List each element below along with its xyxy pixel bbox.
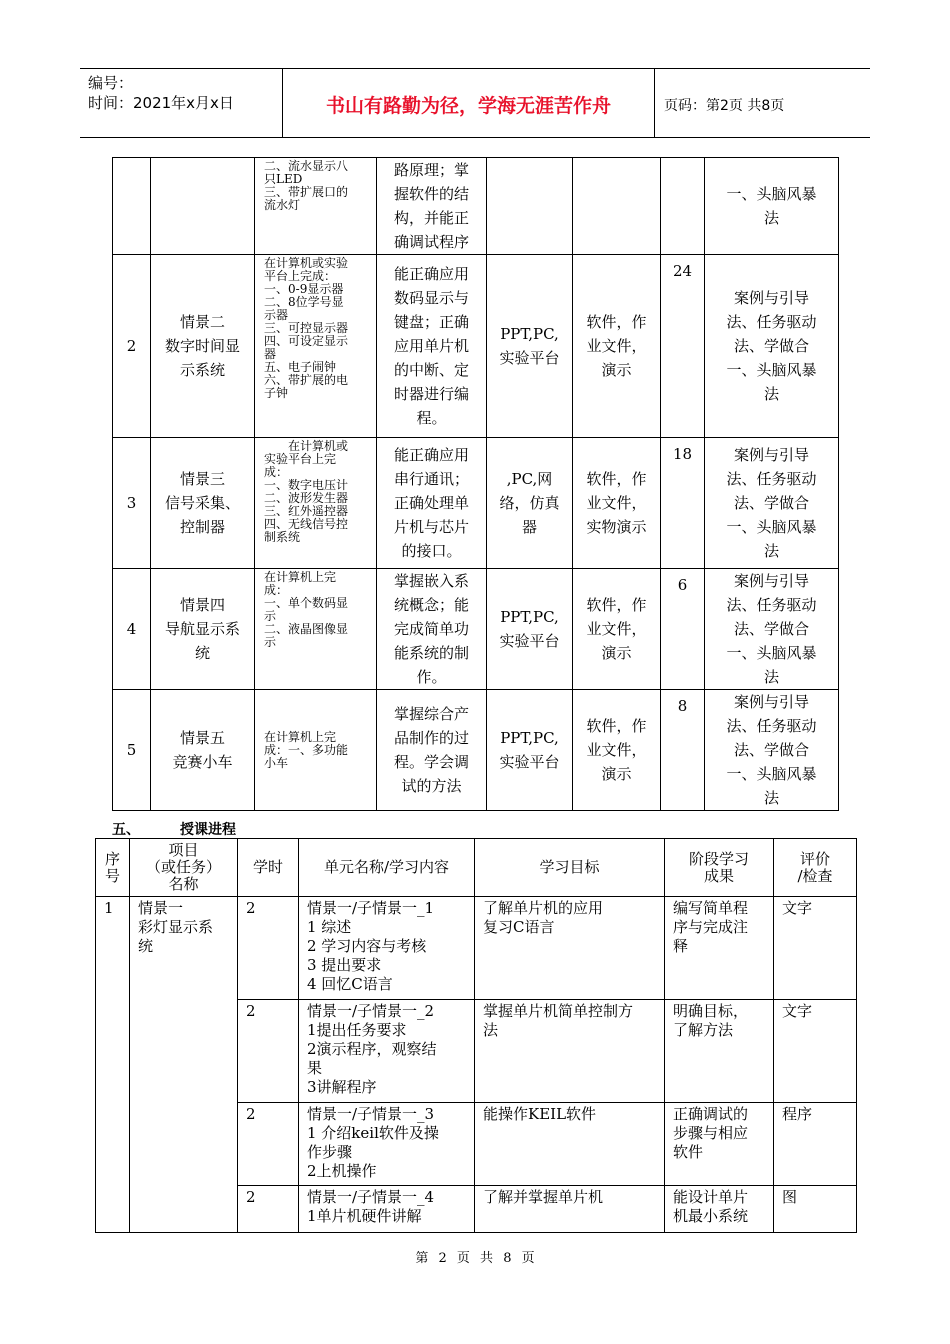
text-line: 键盘；正确 <box>393 313 469 331</box>
text-line: （或任务） <box>145 858 221 876</box>
text-line: 二、波形发生器 <box>264 491 349 505</box>
session-outcome <box>665 897 774 1000</box>
section-title: 授课进程 <box>180 822 236 838</box>
text-line: 路原理；掌 <box>393 161 469 179</box>
row-number: 5 <box>113 690 151 811</box>
teaching-media <box>487 569 573 690</box>
situation-row <box>113 158 839 255</box>
text-line: 一、单个数码显 <box>264 596 349 610</box>
learning-goal <box>377 569 487 690</box>
text-line: 应用单片机 <box>393 337 469 355</box>
text-line: 品制作的过 <box>393 729 469 747</box>
text-line: 果 <box>307 1059 323 1077</box>
header-divider <box>654 69 655 137</box>
text-line: 法、学做合 <box>733 494 809 512</box>
header-motto: 书山有路勤为径，学海无涯苦作舟 <box>325 95 611 117</box>
text-line: 三、可控显示器 <box>264 321 349 335</box>
unit-content <box>299 1103 475 1186</box>
text-line: 1 综述 <box>307 918 352 936</box>
text-line: 数字时间显 <box>164 337 240 355</box>
text-line: 编写简单程 <box>673 899 749 917</box>
text-line: 成： <box>264 465 289 479</box>
session-hours: 2 <box>238 1103 299 1186</box>
text-line: 实验平台上完 <box>264 452 337 466</box>
text-line: 1 介绍keil软件及操 <box>307 1124 439 1142</box>
text-line: 成果 <box>703 866 734 885</box>
text-line: 的中断、定 <box>393 361 469 379</box>
text-line: 统 <box>194 644 210 662</box>
text-line: 实验平台 <box>499 632 560 650</box>
text-line: ,PC,网 <box>506 470 553 488</box>
text-line: 正确调试的 <box>673 1105 749 1123</box>
header-row <box>96 839 857 897</box>
text-line: 程。学会调 <box>393 753 469 771</box>
learning-content <box>255 569 377 690</box>
text-line: 演示 <box>601 361 632 379</box>
situation-row <box>113 569 839 690</box>
text-line: 三、带扩展口的 <box>264 185 349 199</box>
text-line: 法、学做合 <box>733 741 809 759</box>
text-line: 络，仿真 <box>499 494 560 512</box>
text-line: 完成简单功 <box>393 620 469 638</box>
text-line: 阶段学习 <box>688 849 749 868</box>
hours: 24 <box>661 255 705 438</box>
unit-content <box>299 1186 475 1233</box>
project-number: 1 <box>96 897 130 1233</box>
text-line: 流水灯 <box>264 198 301 212</box>
teaching-media <box>487 158 573 255</box>
text-line: 法、任务驱动 <box>726 717 817 735</box>
text-line: 了解方法 <box>673 1021 734 1039</box>
text-line: 步骤与相应 <box>673 1124 749 1142</box>
text-line: 子钟 <box>264 386 289 400</box>
text-line: 情景五 <box>179 729 225 747</box>
text-line: 正确处理单 <box>393 494 469 512</box>
text-line: 成： <box>264 583 289 597</box>
text-line: 业文件， <box>586 741 647 759</box>
text-line: 业文件， <box>586 620 647 638</box>
text-line: 信号采集、 <box>164 494 240 512</box>
session-outcome <box>665 1000 774 1103</box>
text-line: 情景一/子情景一_1 <box>307 899 435 917</box>
text-line: 法、学做合 <box>733 337 809 355</box>
text-line: 四、可设定显示 <box>264 334 349 348</box>
text-line: 示系统 <box>179 361 225 379</box>
text-line: 在计算机上完 <box>264 729 337 744</box>
situation-table <box>112 157 839 811</box>
text-line: 导航显示系 <box>164 620 240 638</box>
learning-goal <box>377 158 487 255</box>
hours: 18 <box>661 438 705 569</box>
text-line: 明确目标， <box>673 1002 749 1020</box>
text-line: 案例与引导 <box>733 289 809 307</box>
text-line: 成：一、多功能 <box>264 742 349 757</box>
page-number-label: 页码：第2页 共8页 <box>664 98 785 114</box>
learning-goal <box>377 438 487 569</box>
unit-content <box>299 1000 475 1103</box>
text-line: 法、学做合 <box>733 620 809 638</box>
text-line: 3讲解程序 <box>307 1078 377 1096</box>
teaching-media <box>487 438 573 569</box>
text-line: 握软件的结 <box>393 185 469 203</box>
text-line: 法、任务驱动 <box>726 470 817 488</box>
deliverables <box>573 255 661 438</box>
session-eval: 文字 <box>774 897 857 1000</box>
col-eval <box>774 839 857 897</box>
text-line: 2上机操作 <box>307 1162 377 1180</box>
teaching-method <box>705 158 839 255</box>
row-number: 2 <box>113 255 151 438</box>
learning-goal <box>377 690 487 811</box>
deliverables <box>573 158 661 255</box>
text-line: 五、电子闹钟 <box>264 360 337 374</box>
teaching-method <box>705 255 839 438</box>
text-line: 能操作KEIL软件 <box>483 1105 597 1123</box>
text-line: 统概念；能 <box>393 596 469 614</box>
teaching-method <box>705 569 839 690</box>
text-line: 业文件， <box>586 337 647 355</box>
text-line: 软件，作 <box>586 470 647 488</box>
scene-name <box>151 255 255 438</box>
page-footer: 第 2 页 共 8 页 <box>415 1251 535 1266</box>
learning-content <box>255 255 377 438</box>
text-line: PPT,PC, <box>500 729 559 747</box>
learning-content <box>255 438 377 569</box>
text-line: 序与完成注 <box>673 918 749 936</box>
text-line: 序 <box>104 849 120 868</box>
session-goal <box>475 1186 665 1233</box>
text-line: 软件，作 <box>586 313 647 331</box>
text-line: 法、任务驱动 <box>726 313 817 331</box>
text-line: 一、头脑风暴 <box>726 644 817 662</box>
col-project <box>130 839 238 897</box>
text-line: 情景一/子情景一_4 <box>307 1188 435 1206</box>
session-goal <box>475 1103 665 1186</box>
col-hours: 学时 <box>238 839 299 897</box>
text-line: 平台上完成： <box>264 269 337 283</box>
scene-name <box>151 438 255 569</box>
text-line: 程。 <box>416 409 447 427</box>
text-line: 软件，作 <box>586 596 647 614</box>
text-line: 3 提出要求 <box>307 956 382 974</box>
scene-name <box>151 158 255 255</box>
session-eval: 图 <box>774 1186 857 1233</box>
text-line: 法 <box>763 668 779 686</box>
text-line: 评价 <box>799 849 830 868</box>
text-line: 在计算机上完 <box>264 570 337 584</box>
text-line: 串行通讯； <box>393 470 469 488</box>
text-line: 案例与引导 <box>733 693 809 711</box>
text-line: 能系统的制 <box>393 644 469 662</box>
text-line: 二、8位学号显 <box>264 295 344 309</box>
text-line: 释 <box>673 937 689 955</box>
col-seq <box>96 839 130 897</box>
text-line: 1提出任务要求 <box>307 1021 407 1039</box>
text-line: 的接口。 <box>401 542 462 560</box>
text-line: 在计算机或实验 <box>264 256 349 270</box>
text-line: 法、任务驱动 <box>726 596 817 614</box>
text-line: 实物演示 <box>586 518 647 536</box>
text-line: 一、头脑风暴 <box>726 765 817 783</box>
situation-row <box>113 438 839 569</box>
session-eval: 程序 <box>774 1103 857 1186</box>
text-line: 软件，作 <box>586 717 647 735</box>
session-goal <box>475 897 665 1000</box>
table-row <box>96 897 857 1000</box>
session-hours: 2 <box>238 1000 299 1103</box>
text-line: PPT,PC, <box>500 325 559 343</box>
text-line: 数码显示与 <box>393 289 469 307</box>
learning-content <box>255 158 377 255</box>
text-line: 2演示程序，观察结 <box>307 1040 437 1058</box>
text-line: 法 <box>763 542 779 560</box>
time-label: 时间：2021年x月x日 <box>88 94 234 112</box>
text-line: 业文件， <box>586 494 647 512</box>
text-line: 只LED <box>264 172 303 186</box>
text-line: 控制器 <box>179 518 225 536</box>
row-number: 4 <box>113 569 151 690</box>
text-line: 掌握单片机简单控制方 <box>483 1002 634 1020</box>
text-line: 法 <box>483 1021 499 1039</box>
text-line: 小车 <box>264 755 289 770</box>
text-line: 二、液晶图像显 <box>264 622 349 636</box>
text-line: 情景二 <box>179 313 225 331</box>
text-line: 实验平台 <box>499 753 560 771</box>
text-line: 情景一/子情景一_3 <box>307 1105 435 1123</box>
text-line: 案例与引导 <box>733 572 809 590</box>
text-line: 器 <box>521 518 537 536</box>
text-line: 四、无线信号控 <box>264 517 349 531</box>
text-line: 掌握综合产 <box>393 705 469 723</box>
learning-goal <box>377 255 487 438</box>
text-line: 情景一/子情景一_2 <box>307 1002 435 1020</box>
project-name <box>130 897 238 1233</box>
text-line: 一、0-9显示器 <box>264 282 344 296</box>
number-label: 编号： <box>88 74 134 92</box>
text-line: 六、带扩展的电 <box>264 373 349 387</box>
session-eval: 文字 <box>774 1000 857 1103</box>
text-line: 在计算机或 <box>288 439 349 453</box>
scene-name <box>151 569 255 690</box>
text-line: 确调试程序 <box>393 233 469 251</box>
learning-content <box>255 690 377 811</box>
text-line: 实验平台 <box>499 349 560 367</box>
hours: 8 <box>661 690 705 811</box>
text-line: 名称 <box>168 875 199 893</box>
text-line: 4 回忆C语言 <box>307 975 393 993</box>
text-line: 能正确应用 <box>393 446 469 464</box>
text-line: 器 <box>264 347 277 361</box>
text-line: 时器进行编 <box>393 385 469 403</box>
text-line: 一、数字电压计 <box>264 478 349 492</box>
deliverables <box>573 690 661 811</box>
teaching-method <box>705 438 839 569</box>
text-line: 示 <box>264 609 277 623</box>
text-line: 2 学习内容与考核 <box>307 937 427 955</box>
text-line: 情景四 <box>179 596 225 614</box>
text-line: 二、流水显示八 <box>264 159 349 173</box>
text-line: 一、头脑风暴 <box>726 361 817 379</box>
session-outcome <box>665 1103 774 1186</box>
text-line: 1单片机硬件讲解 <box>307 1207 422 1225</box>
teaching-method <box>705 690 839 811</box>
text-line: 一、头脑风暴 <box>726 185 817 203</box>
text-line: 演示 <box>601 765 632 783</box>
text-line: 机最小系统 <box>673 1207 749 1225</box>
scene-name <box>151 690 255 811</box>
teaching-media <box>487 255 573 438</box>
section-number: 五、 <box>112 822 140 838</box>
text-line: 三、红外遥控器 <box>264 504 349 518</box>
unit-content <box>299 897 475 1000</box>
text-line: 法 <box>763 209 779 227</box>
situation-row <box>113 690 839 811</box>
text-line: 项目 <box>168 841 199 859</box>
text-line: 能正确应用 <box>393 265 469 283</box>
text-line: 示 <box>264 635 277 649</box>
header-left <box>88 73 278 113</box>
row-number: 3 <box>113 438 151 569</box>
schedule-table <box>95 838 857 1233</box>
text-line: 制系统 <box>264 530 301 544</box>
situation-row <box>113 255 839 438</box>
hours: 6 <box>661 569 705 690</box>
text-line: 片机与芯片 <box>393 518 469 536</box>
text-line: 统 <box>138 937 154 955</box>
text-line: /检查 <box>797 866 833 885</box>
text-line: 法 <box>763 789 779 807</box>
text-line: 案例与引导 <box>733 446 809 464</box>
session-hours: 2 <box>238 1186 299 1233</box>
text-line: 彩灯显示系 <box>138 918 214 936</box>
session-outcome <box>665 1186 774 1233</box>
text-line: 了解单片机的应用 <box>483 899 604 917</box>
text-line: 构，并能正 <box>393 209 469 227</box>
text-line: 竞赛小车 <box>172 753 233 771</box>
text-line: 了解并掌握单片机 <box>483 1188 604 1206</box>
col-outcome <box>665 839 774 897</box>
text-line: 作步骤 <box>307 1143 353 1161</box>
text-line: 复习C语言 <box>483 918 555 936</box>
col-unit: 单元名称/学习内容 <box>299 839 475 897</box>
text-line: 一、头脑风暴 <box>726 518 817 536</box>
text-line: 号 <box>104 866 120 885</box>
teaching-media <box>487 690 573 811</box>
text-line: 能设计单片 <box>673 1188 749 1206</box>
session-goal <box>475 1000 665 1103</box>
deliverables <box>573 438 661 569</box>
deliverables <box>573 569 661 690</box>
text-line: 情景一 <box>138 899 184 917</box>
row-number <box>113 158 151 255</box>
text-line: PPT,PC, <box>500 608 559 626</box>
page-header <box>80 68 870 138</box>
text-line: 示器 <box>264 308 289 322</box>
col-goal: 学习目标 <box>475 839 665 897</box>
text-line: 试的方法 <box>401 777 462 795</box>
text-line: 法 <box>763 385 779 403</box>
text-line: 演示 <box>601 644 632 662</box>
hours <box>661 158 705 255</box>
text-line: 软件 <box>673 1143 704 1161</box>
text-line: 情景三 <box>179 470 225 488</box>
session-hours: 2 <box>238 897 299 1000</box>
text-line: 作。 <box>416 668 447 686</box>
text-line: 掌握嵌入系 <box>393 572 469 590</box>
section-heading <box>112 819 236 839</box>
